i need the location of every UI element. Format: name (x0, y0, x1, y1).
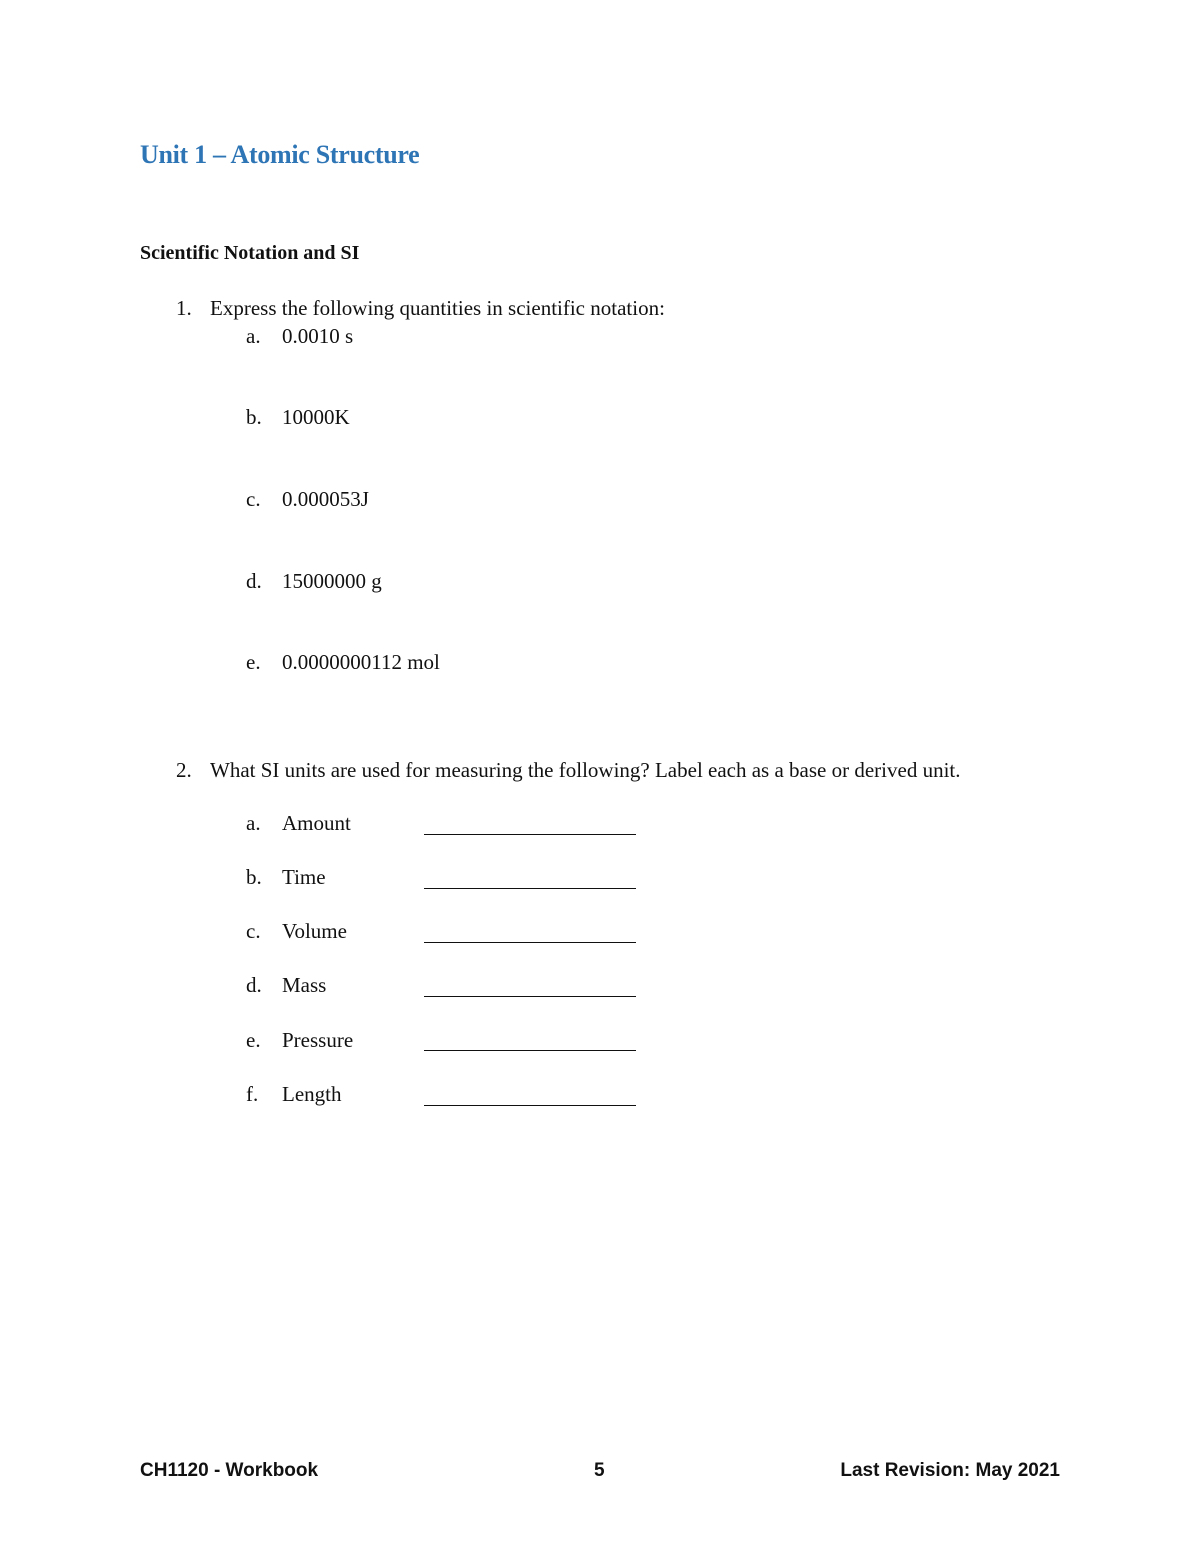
question-1-item-d (246, 569, 382, 594)
item-letter: b. (246, 865, 262, 889)
question-2-item-b (246, 865, 326, 890)
question-2-number: 2. (176, 758, 192, 782)
question-1-item-a (246, 324, 353, 349)
item-letter: d. (246, 569, 262, 593)
item-text: Mass (282, 973, 327, 997)
item-letter: c. (246, 919, 261, 943)
item-letter: e. (246, 650, 261, 674)
question-1-item-b (246, 405, 350, 430)
item-letter: c. (246, 487, 261, 511)
section-title: Scientific Notation and SI (140, 242, 360, 264)
answer-blank-amount[interactable] (424, 834, 636, 835)
item-text: Amount (282, 811, 351, 835)
item-text: 0.0010 s (282, 324, 354, 348)
answer-blank-pressure[interactable] (424, 1050, 636, 1051)
question-1 (176, 296, 665, 321)
item-text: 10000K (282, 405, 350, 429)
footer-page-number: 5 (594, 1460, 605, 1481)
footer-revision: Last Revision: May 2021 (840, 1460, 1060, 1481)
answer-blank-time[interactable] (424, 888, 636, 889)
item-text: Pressure (282, 1028, 354, 1052)
item-text: Volume (282, 919, 347, 943)
answer-blank-length[interactable] (424, 1105, 636, 1106)
item-letter: e. (246, 1028, 261, 1052)
item-text: 0.0000000112 mol (282, 650, 440, 674)
answer-blank-mass[interactable] (424, 996, 636, 997)
answer-blank-volume[interactable] (424, 942, 636, 943)
item-letter: a. (246, 324, 261, 348)
item-text: Length (282, 1082, 342, 1106)
question-2-item-f (246, 1082, 341, 1107)
question-1-item-e (246, 650, 440, 675)
item-letter: b. (246, 405, 262, 429)
item-letter: d. (246, 973, 262, 997)
question-2-text: What SI units are used for measuring the following? Label each as a base or derived unit. (210, 758, 961, 782)
question-2-item-c (246, 919, 347, 944)
item-letter: f. (246, 1082, 259, 1106)
question-1-item-c (246, 487, 369, 512)
question-2-item-a (246, 811, 351, 836)
question-2-item-e (246, 1028, 353, 1053)
question-2-item-d (246, 973, 326, 998)
question-2 (176, 758, 961, 783)
footer-course: CH1120 - Workbook (140, 1460, 319, 1481)
unit-title: Unit 1 – Atomic Structure (140, 140, 420, 169)
item-text: 15000000 g (282, 569, 382, 593)
item-text: 0.000053J (282, 487, 369, 511)
question-1-text: Express the following quantities in scientific notation: (210, 296, 665, 320)
item-text: Time (282, 865, 326, 889)
item-letter: a. (246, 811, 261, 835)
question-1-number: 1. (176, 296, 192, 320)
